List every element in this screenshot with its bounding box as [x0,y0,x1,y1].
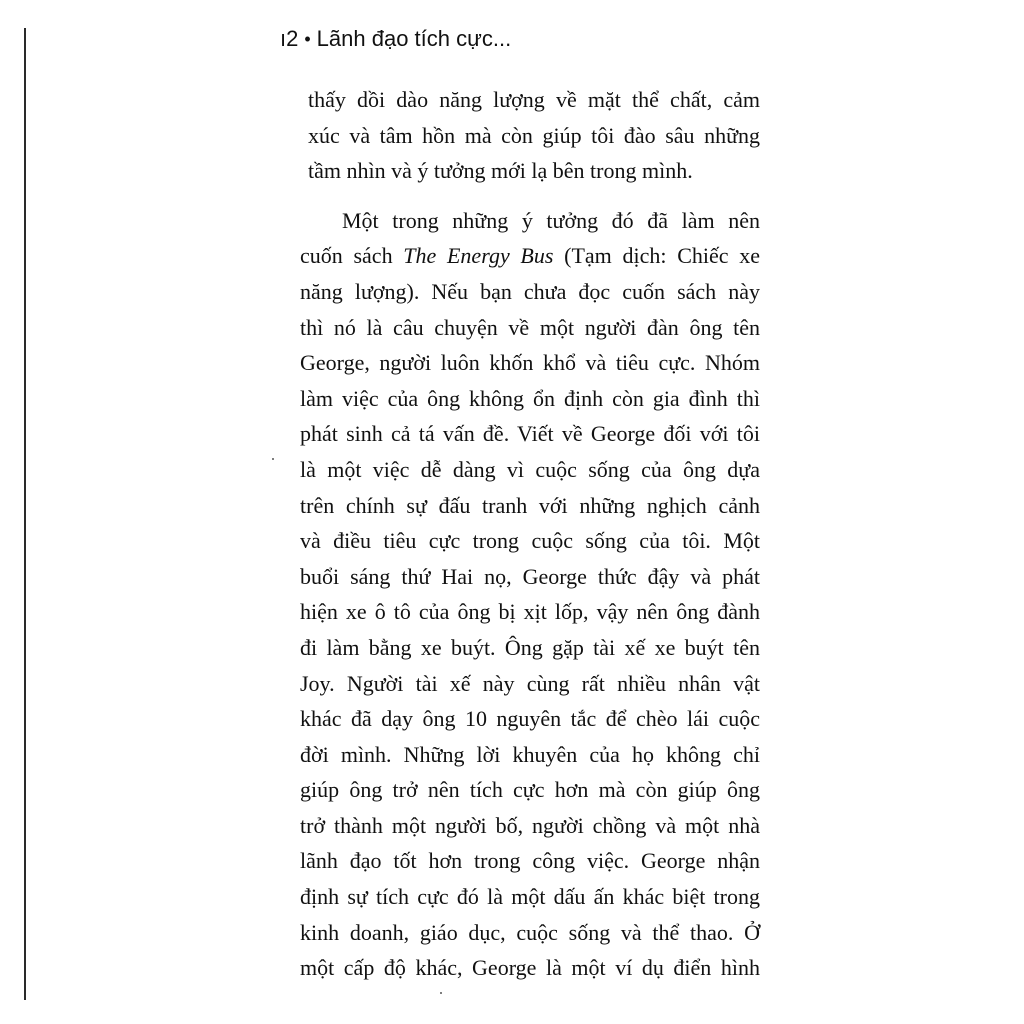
text-line: phát sinh cả tá vấn đề. Viết về George đối với tôi [300,421,760,447]
text-line: hiện xe ô tô của ông bị xịt lốp, vậy nên ông đành [300,599,760,625]
text-line: trở thành một người bố, người chồng và một nhà [300,812,760,838]
text-line: định sự tích cực đó là một dấu ấn khác biệt trong [300,884,760,910]
text-line: kinh doanh, giáo dục, cuộc sống và thể thao. Ở [300,919,760,945]
text-segment: (Tạm dịch: Chiếc xe [553,243,760,269]
paper-speck [440,992,442,994]
text-line: làm việc của ông không ổn định còn gia đình thì [300,385,760,411]
text-line: là một việc dễ dàng vì cuộc sống của ông dựa [300,456,760,482]
running-header [280,26,511,52]
text-line: xúc và tâm hồn mà còn giúp tôi đào sâu những [308,122,760,148]
page-number: ı2 [280,26,299,51]
body-text [300,82,760,986]
text-line: lãnh đạo tốt hơn trong công việc. George nhận [300,848,760,874]
text-line: một cấp độ khác, George là một ví dụ điển hình [300,955,760,981]
text-line: Joy. Người tài xế này cùng rất nhiều nhân vật [300,670,760,696]
text-line: khác đã dạy ông 10 nguyên tắc để chèo lái cuộc [300,706,760,732]
text-line: năng lượng). Nếu bạn chưa đọc cuốn sách này [300,278,760,304]
text-line: đi làm bằng xe buýt. Ông gặp tài xế xe buýt tên [300,634,760,660]
text-line: và điều tiêu cực trong cuộc sống của tôi. Một [300,528,760,554]
paper-speck [272,458,274,460]
text-line: Một trong những ý tưởng đó đã làm nên [342,207,760,233]
text-line: giúp ông trở nên tích cực hơn mà còn giúp ông [300,777,760,803]
bullet-separator: • [304,29,311,49]
text-segment: cuốn sách [300,243,404,269]
text-line-with-title [300,238,760,274]
text-line: thì nó là câu chuyện về một người đàn ông tên [300,314,760,340]
chapter-title: Lãnh đạo tích cực... [316,26,512,51]
text-line: George, người luôn khốn khổ và tiêu cực. Nhóm [300,350,760,376]
book-title-italic: The Energy Bus [403,243,554,269]
text-line: tầm nhìn và ý tưởng mới lạ bên trong mình. [308,158,693,184]
text-line: thấy dồi dào năng lượng về mặt thể chất, cảm [308,87,760,112]
text-line: đời mình. Những lời khuyên của họ không chỉ [300,741,760,767]
text-line: trên chính sự đấu tranh với những nghịch cảnh [300,492,760,518]
page-edge-line [24,28,26,1000]
text-line: buổi sáng thứ Hai nọ, George thức đậy và phát [300,563,760,589]
